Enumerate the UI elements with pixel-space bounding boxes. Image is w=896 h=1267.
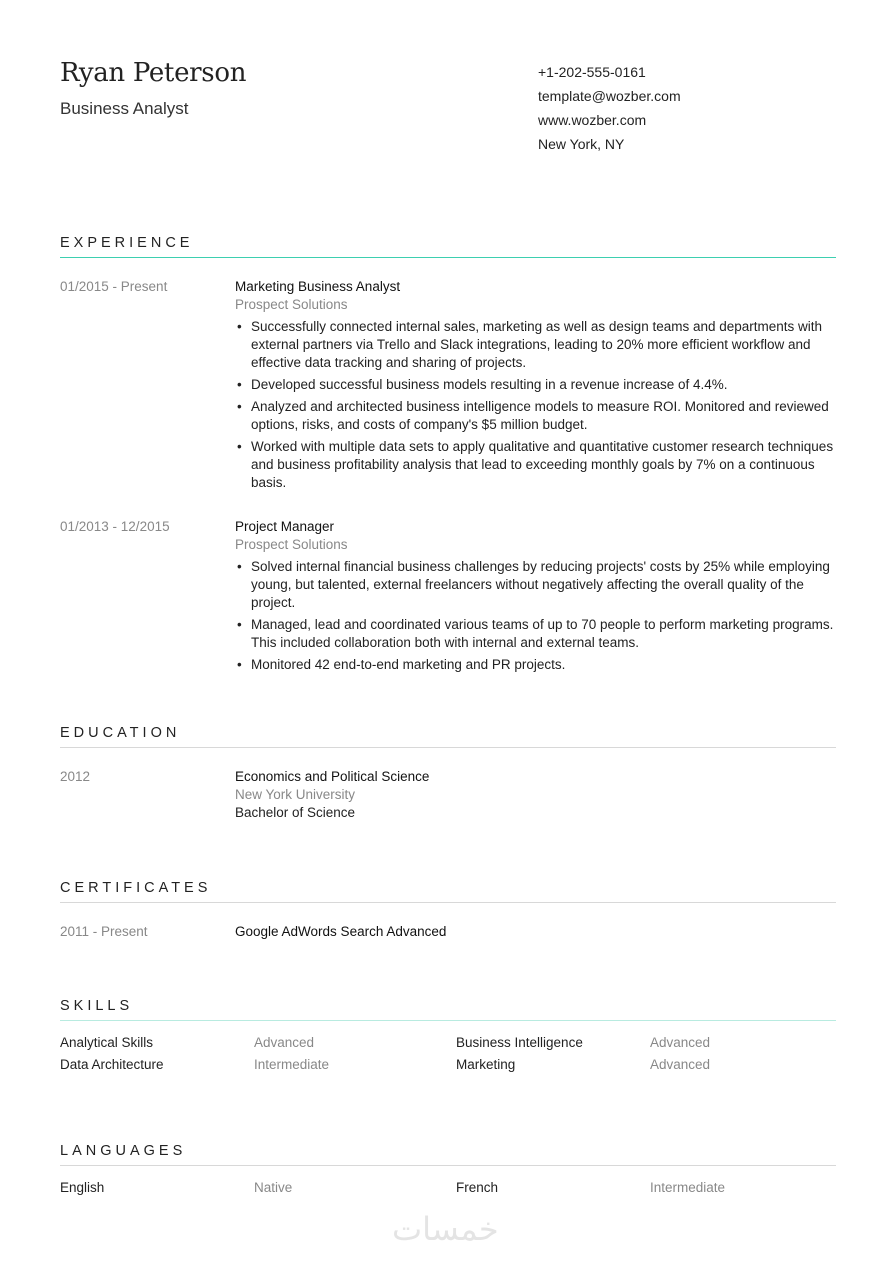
school: New York University: [235, 787, 356, 802]
bullet-item: • Successfully connected internal sales, marketing as well as design teams and departments with external partners via Trello and Slack integrations, leading to 20% more efficient workflow and effective data tracking and sharing of projects.: [235, 318, 836, 372]
level: Advanced: [650, 1057, 711, 1072]
section-heading: LANGUAGES: [60, 1143, 836, 1166]
section-heading: EDUCATION: [60, 725, 836, 748]
bullet-item: • Monitored 42 end-to-end marketing and PR projects.: [235, 656, 836, 674]
entry-body: [235, 278, 836, 496]
company: Prospect Solutions: [235, 537, 348, 552]
experience-entry: [60, 518, 836, 678]
phone: +1-202-555-0161: [538, 64, 646, 80]
languages-section: [60, 1143, 836, 1195]
section-heading: EXPERIENCE: [60, 235, 836, 258]
item-name: Business Intelligence: [456, 1035, 583, 1050]
level: Advanced: [650, 1035, 711, 1050]
level: Native: [254, 1180, 293, 1195]
certificate-entry: [60, 923, 836, 941]
entry-date: 2012: [60, 769, 91, 784]
item-name: Marketing: [456, 1057, 516, 1072]
bullet-list: [235, 318, 836, 492]
level: Intermediate: [254, 1057, 330, 1072]
certificates-section: [60, 880, 836, 941]
role-title: Project Manager: [235, 519, 335, 534]
certificate-name: Google AdWords Search Advanced: [235, 924, 447, 939]
location: New York, NY: [538, 136, 625, 152]
level: Advanced: [254, 1035, 315, 1050]
section-heading: SKILLS: [60, 998, 836, 1021]
job-title: Business Analyst: [60, 99, 189, 118]
entry-body: [235, 518, 836, 678]
section-heading: CERTIFICATES: [60, 880, 836, 903]
bullet-item: • Managed, lead and coordinated various teams of up to 70 people to perform marketing programs. This included collaboration both with internal and external teams.: [235, 616, 836, 652]
company: Prospect Solutions: [235, 297, 348, 312]
watermark-logo: خمسات: [392, 1210, 499, 1248]
degree: Bachelor of Science: [235, 805, 356, 820]
bullet-list: [235, 558, 836, 674]
bullet-item: • Developed successful business models resulting in a revenue increase of 4.4%.: [235, 376, 836, 394]
entry-date: 2011 - Present: [60, 924, 148, 939]
bullet-item: • Worked with multiple data sets to apply qualitative and quantitative customer research techniques and business profitability analysis that lead to exceeding monthly goals by 7% on a continuous basis.: [235, 438, 836, 492]
field-of-study: Economics and Political Science: [235, 769, 430, 784]
level: Intermediate: [650, 1180, 726, 1195]
experience-entry: [60, 278, 836, 496]
education-section: [60, 725, 836, 822]
entry-date: 01/2013 - 12/2015: [60, 519, 170, 534]
item-name: Analytical Skills: [60, 1035, 154, 1050]
experience-section: [60, 235, 836, 678]
bullet-item: • Analyzed and architected business intelligence models to measure ROI. Monitored and reviewed options, risks, and costs of company's $5 million budget.: [235, 398, 836, 434]
entry-date: 01/2015 - Present: [60, 279, 168, 294]
item-name: Data Architecture: [60, 1057, 164, 1072]
contact-info: [538, 60, 681, 156]
role-title: Marketing Business Analyst: [235, 279, 401, 294]
education-entry: [60, 768, 836, 822]
skills-section: [60, 998, 836, 1072]
item-name: French: [456, 1180, 499, 1195]
email: template@wozber.com: [538, 88, 681, 104]
item-name: English: [60, 1180, 105, 1195]
candidate-name: Ryan Peterson: [60, 58, 247, 88]
website: www.wozber.com: [538, 112, 647, 128]
bullet-item: • Solved internal financial business challenges by reducing projects' costs by 25% while employing young, but talented, external freelancers without negatively affecting the overall quality of the project.: [235, 558, 836, 612]
